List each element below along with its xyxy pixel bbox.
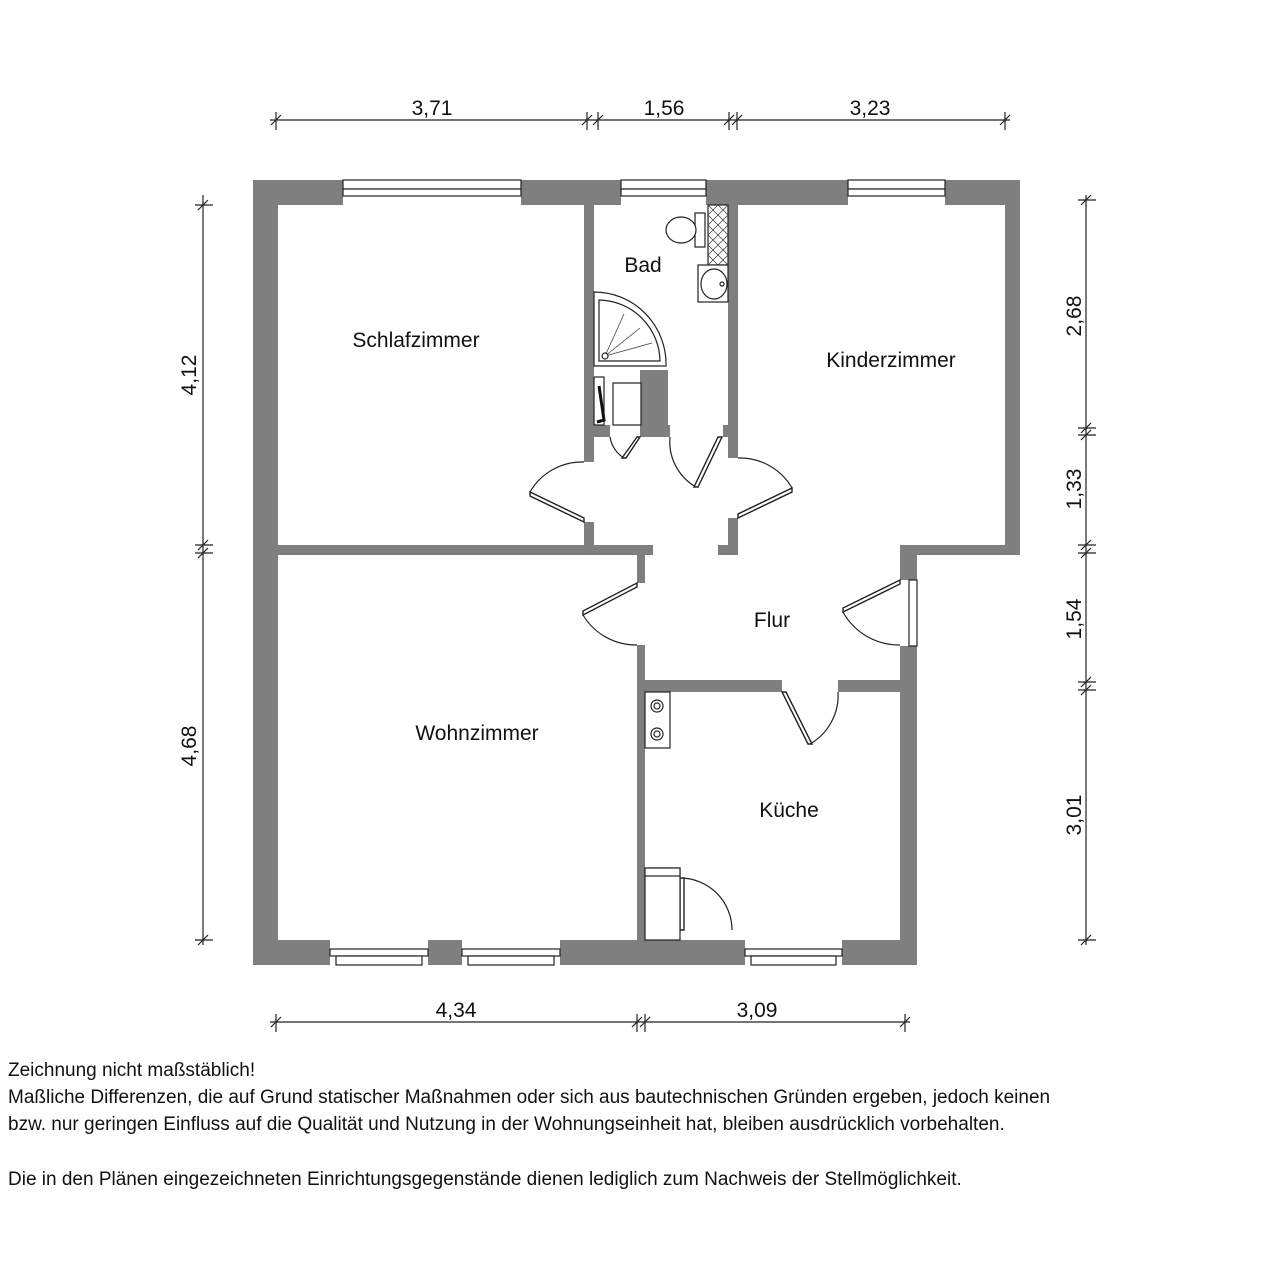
shaft-hatch	[708, 205, 728, 265]
dim-right-2: 1,33	[1063, 468, 1086, 510]
doors	[530, 424, 918, 930]
window-wohnzimmer-1	[330, 940, 428, 965]
disclaimer-notes	[8, 1057, 1276, 1193]
door-wohnzimmer	[583, 583, 646, 645]
pantry-box	[645, 868, 680, 940]
note-not-to-scale: Zeichnung nicht maßstäblich!	[8, 1060, 256, 1081]
door-closet	[610, 424, 640, 458]
outer-wall-step	[900, 545, 1020, 555]
window-kueche	[745, 940, 842, 965]
dim-right-4: 3,01	[1063, 794, 1086, 836]
dim-left-2: 4,68	[178, 725, 201, 767]
shower-icon	[594, 292, 666, 366]
note-furniture: Die in den Plänen eingezeichneten Einrichtungsgegenstände dienen lediglich zum Nachweis der Stellmöglichkeit.	[8, 1169, 962, 1190]
dimension-right	[1063, 195, 1096, 945]
toilet-icon	[666, 213, 705, 247]
note-differences-1: Maßliche Differenzen, die auf Grund statischer Maßnahmen oder sich aus bautechnischen Gründen ergeben, jedoch keinen	[8, 1087, 1051, 1108]
room-label-kinderzimmer: Kinderzimmer	[826, 349, 956, 372]
bath-closet	[594, 377, 641, 425]
wall-flur-kinder	[718, 545, 738, 555]
wall-schlaf-wohn	[253, 545, 653, 555]
window-wohnzimmer-2	[462, 940, 560, 965]
wall-bad-stub	[640, 370, 668, 437]
door-schlafzimmer	[530, 462, 595, 522]
stove-icon	[645, 692, 670, 748]
dim-right-3: 1,54	[1063, 598, 1086, 640]
door-bad	[670, 424, 723, 487]
dim-right-1: 2,68	[1063, 295, 1086, 337]
dim-left-1: 4,12	[178, 354, 201, 396]
walls	[253, 180, 1020, 965]
door-entrance	[843, 580, 918, 646]
dim-bottom-2: 3,09	[736, 999, 778, 1022]
door-kueche	[782, 679, 838, 744]
wall-flur-kueche	[637, 680, 917, 692]
room-label-kueche: Küche	[759, 799, 819, 822]
room-label-wohnzimmer: Wohnzimmer	[415, 722, 539, 745]
outer-wall-right-upper	[1005, 180, 1020, 555]
door-pantry	[680, 878, 732, 930]
door-kinderzimmer	[727, 458, 792, 518]
dim-top-2: 1,56	[643, 97, 685, 120]
dim-top-3: 3,23	[849, 97, 891, 120]
window-bad	[621, 180, 706, 205]
room-label-flur: Flur	[753, 609, 791, 632]
dimension-top	[270, 97, 1010, 130]
fixtures	[594, 205, 728, 940]
window-schlafzimmer	[343, 180, 521, 205]
room-label-schlafzimmer: Schlafzimmer	[352, 329, 480, 352]
dimension-left	[178, 195, 213, 945]
room-label-bad: Bad	[624, 254, 662, 277]
note-differences-2: bzw. nur geringen Einfluss auf die Qualität und Nutzung in der Wohnungseinheit hat, bleiben ausdrücklich vorbehalten.	[8, 1114, 1005, 1135]
dim-bottom-1: 4,34	[435, 999, 477, 1022]
outer-wall-left	[253, 180, 278, 965]
dim-top-1: 3,71	[411, 97, 453, 120]
window-kinderzimmer	[848, 180, 945, 205]
dimension-bottom	[270, 999, 910, 1032]
note-spacer	[8, 1138, 1276, 1166]
sink-icon	[698, 265, 728, 302]
